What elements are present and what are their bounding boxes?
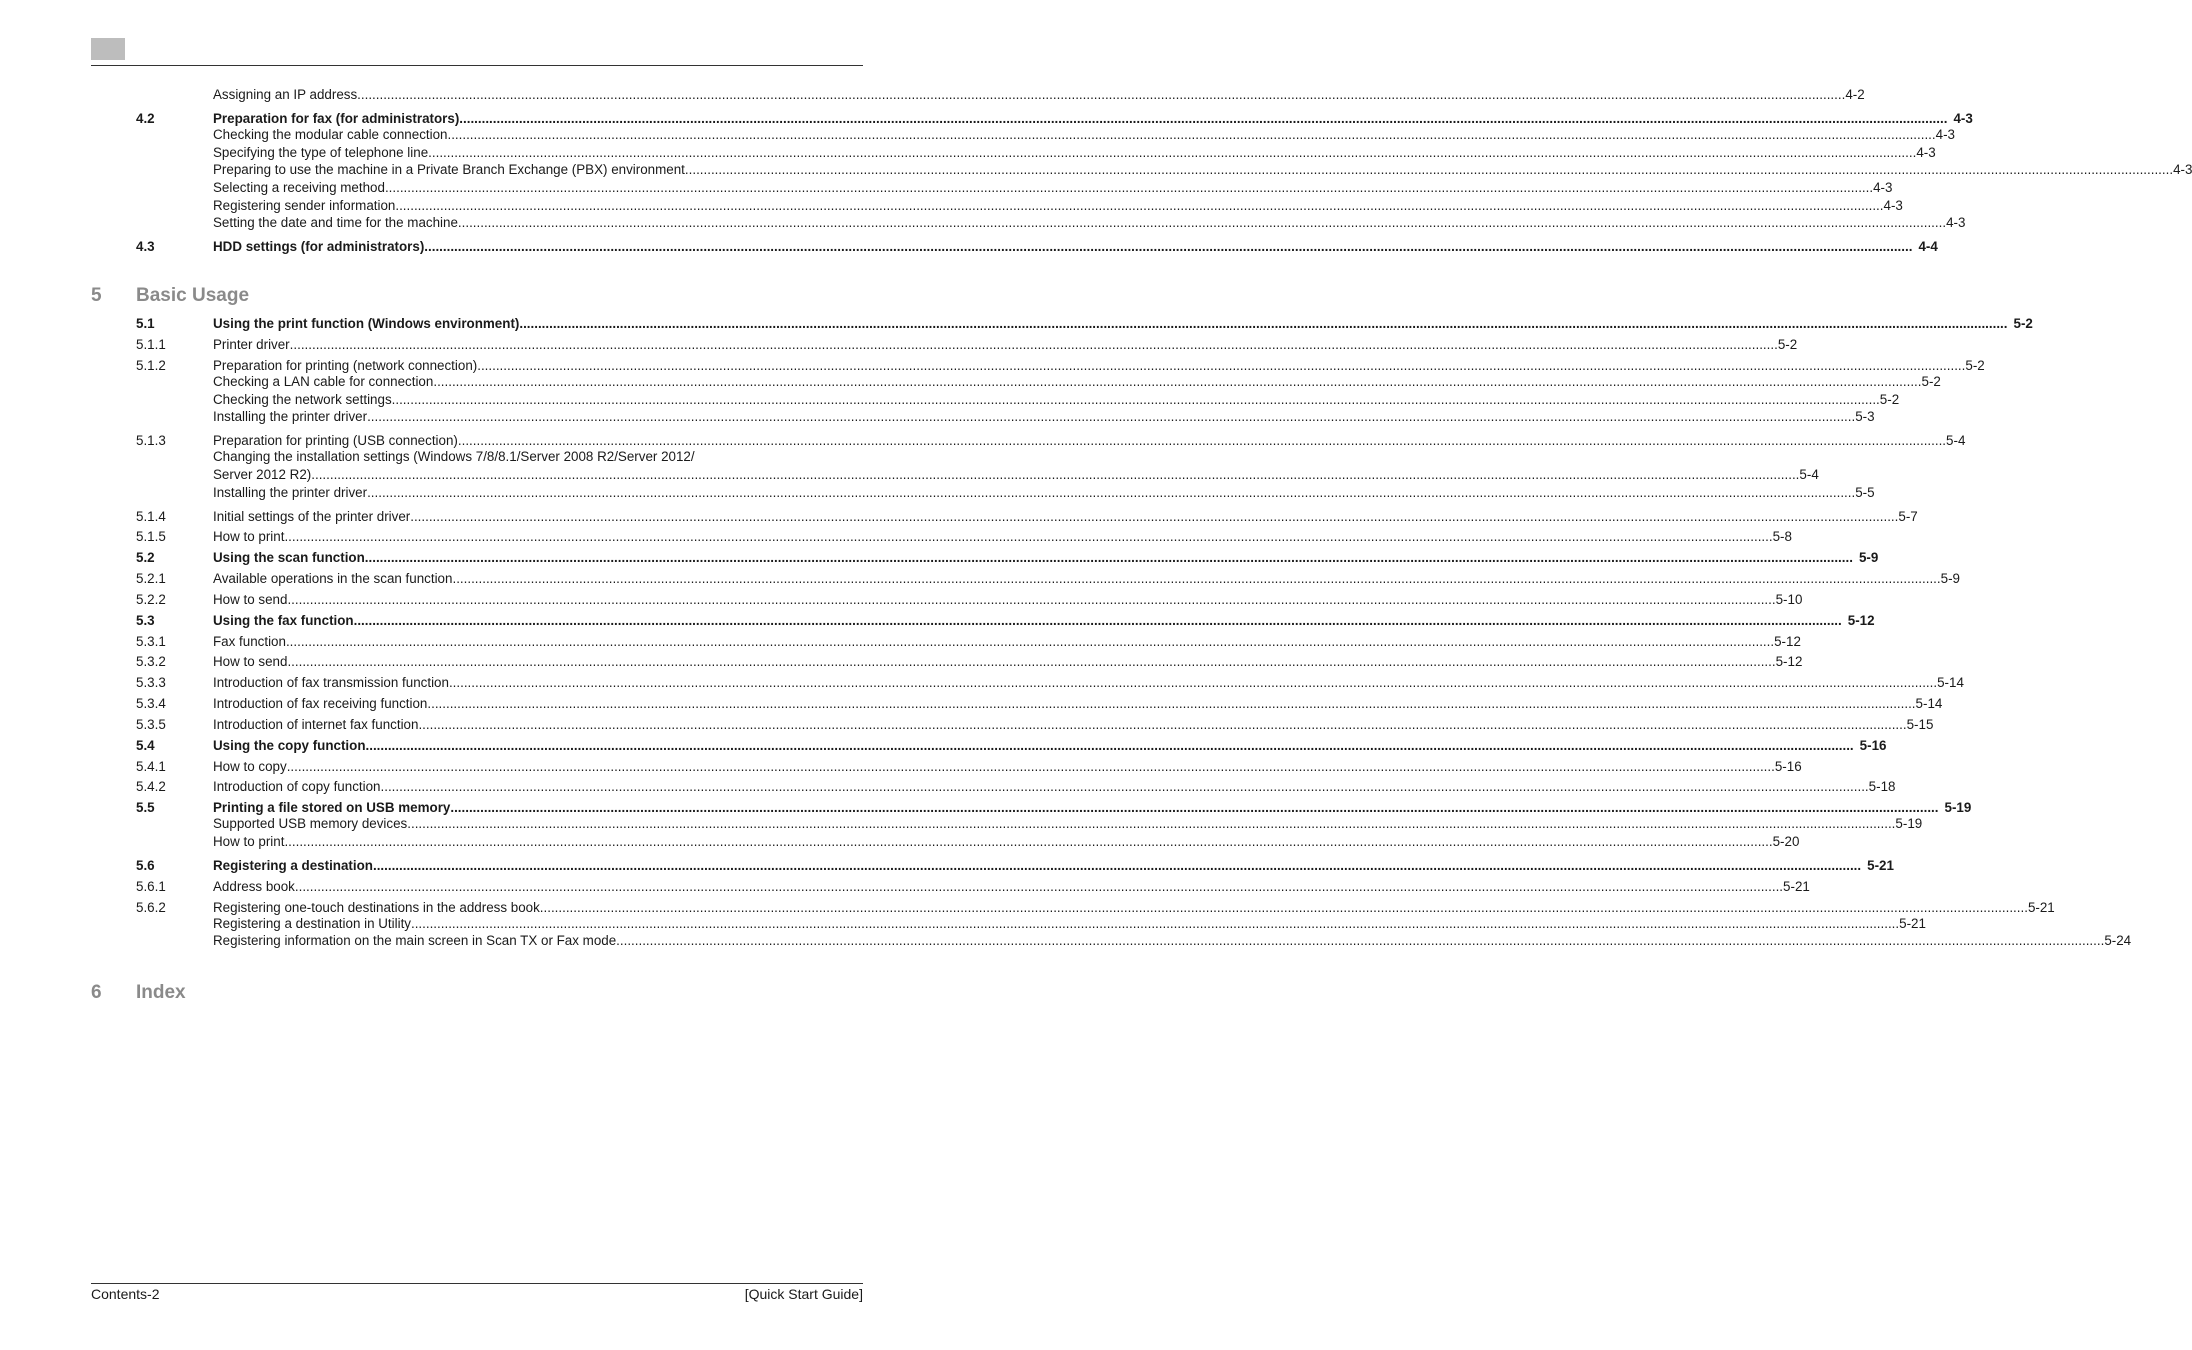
toc-entry-title: Initial settings of the printer driver bbox=[213, 509, 411, 524]
toc-entry-title: Checking the network settings bbox=[213, 392, 392, 407]
dot-leader: ................................................................................................................................................................................................................................................................................................................................................................................................................ bbox=[311, 467, 1800, 482]
toc-section-entry[interactable] bbox=[91, 857, 1894, 875]
toc-entry[interactable] bbox=[91, 373, 1941, 391]
dot-leader: ................................................................................................................................................................................................................................................................................................................................................................................................................ bbox=[395, 198, 1884, 213]
toc-section-entry[interactable] bbox=[91, 737, 1887, 755]
toc-entry-page: 5-21 bbox=[1783, 879, 1810, 894]
toc-entry-title: Introduction of fax receiving function bbox=[213, 696, 428, 711]
toc-entry-page: 4-3 bbox=[1946, 215, 1966, 230]
dot-leader: ................................................................................................................................................................................................................................................................................................................................................................................................................ bbox=[457, 215, 1947, 230]
dot-leader: ................................................................................................................................................................................................................................................................................................................................................................................................................ bbox=[384, 180, 1874, 195]
dot-leader: ................................................................................................................................................................................................................................................................................................................................................................................................................ bbox=[410, 916, 1900, 931]
toc-entry-page: 5-2 bbox=[1777, 337, 1798, 352]
dot-leader: ................................................................................................................................................................................................................................................................................................................................................................................................................ bbox=[448, 675, 1938, 690]
toc-entry[interactable] bbox=[91, 408, 1875, 426]
toc-entry[interactable] bbox=[91, 778, 1896, 796]
toc-entry[interactable] bbox=[91, 633, 1801, 651]
toc-entry-page: 5-2 bbox=[1879, 392, 1900, 407]
dot-leader: ................................................................................................................................................................................................................................................................................................................................................................................................................ bbox=[428, 145, 1917, 160]
toc-entry[interactable] bbox=[91, 653, 1803, 671]
toc-entry-title: Assigning an IP address bbox=[213, 87, 358, 102]
toc-entry-page: 5-10 bbox=[1775, 592, 1803, 607]
toc-entry-number: 5.2.2 bbox=[136, 592, 166, 607]
toc-entry-page: 5-12 bbox=[1847, 613, 1875, 628]
toc-entry-page: 5-14 bbox=[1937, 675, 1964, 690]
toc-entry-title: Using the fax function bbox=[213, 613, 354, 628]
toc-entry[interactable] bbox=[91, 214, 1966, 232]
toc-entry-number: 5.1.1 bbox=[136, 337, 166, 352]
toc-entry-page: 5-9 bbox=[1940, 571, 1960, 586]
toc-entry[interactable] bbox=[91, 144, 1936, 162]
toc-entry-page: 5-2 bbox=[2013, 316, 2033, 331]
footer-page-label: Contents-2 bbox=[91, 1286, 160, 1302]
toc-entry-page: 5-5 bbox=[1855, 485, 1875, 500]
toc-entry-title: How to send bbox=[213, 654, 288, 669]
dot-leader: ................................................................................................................................................................................................................................................................................................................................................................................................................ bbox=[380, 779, 1869, 794]
toc-entry[interactable] bbox=[91, 815, 1923, 833]
dot-leader: ................................................................................................................................................................................................................................................................................................................................................................................................................ bbox=[364, 550, 1853, 565]
toc-entry-page: 5-19 bbox=[1895, 816, 1923, 831]
toc-entry-title: Using the print function (Windows environment) bbox=[213, 316, 520, 331]
toc-entry-title: Specifying the type of telephone line bbox=[213, 145, 429, 160]
toc-section-entry[interactable] bbox=[91, 238, 1938, 256]
toc-entry-title: Using the scan function bbox=[213, 550, 365, 565]
dot-leader: ................................................................................................................................................................................................................................................................................................................................................................................................................ bbox=[519, 316, 2008, 331]
toc-entry-page: 5-12 bbox=[1775, 654, 1803, 669]
dot-leader: ................................................................................................................................................................................................................................................................................................................................................................................................................ bbox=[372, 858, 1862, 873]
toc-entry-title: How to print bbox=[213, 529, 285, 544]
dot-leader: ................................................................................................................................................................................................................................................................................................................................................................................................................ bbox=[294, 879, 1784, 894]
chapter-tab-marker bbox=[91, 38, 125, 60]
toc-entry-title: Printer driver bbox=[213, 337, 290, 352]
footer-guide-title: [Quick Start Guide] bbox=[744, 1286, 863, 1302]
toc-entry-page: 5-9 bbox=[1858, 550, 1879, 565]
toc-entry-number: 5.3.1 bbox=[136, 634, 166, 649]
dot-leader: ................................................................................................................................................................................................................................................................................................................................................................................................................ bbox=[407, 816, 1896, 831]
dot-leader: ................................................................................................................................................................................................................................................................................................................................................................................................................ bbox=[459, 111, 1948, 126]
toc-entry-title: Registering a destination in Utility bbox=[213, 916, 411, 931]
toc-entry-page: 5-2 bbox=[1921, 374, 1941, 389]
dot-leader: ................................................................................................................................................................................................................................................................................................................................................................................................................ bbox=[424, 239, 1913, 254]
toc-entry-title: Introduction of copy function bbox=[213, 779, 381, 794]
dot-leader: ................................................................................................................................................................................................................................................................................................................................................................................................................ bbox=[287, 654, 1776, 669]
toc-entry[interactable] bbox=[91, 915, 1926, 933]
toc-entry-title: Available operations in the scan function bbox=[213, 571, 453, 586]
toc-entry-number: 5.3.3 bbox=[136, 675, 166, 690]
toc-entry-number: 5.3 bbox=[136, 613, 155, 628]
dot-leader: ................................................................................................................................................................................................................................................................................................................................................................................................................ bbox=[433, 374, 1922, 389]
toc-entry-page: 5-24 bbox=[2104, 933, 2132, 948]
toc-entry-page: 5-15 bbox=[1906, 717, 1934, 732]
dot-leader: ................................................................................................................................................................................................................................................................................................................................................................................................................ bbox=[410, 509, 1899, 524]
toc-entry-page: 4-3 bbox=[2173, 162, 2192, 177]
toc-entry-title: HDD settings (for administrators) bbox=[213, 239, 425, 254]
dot-leader: ................................................................................................................................................................................................................................................................................................................................................................................................................ bbox=[684, 162, 2174, 177]
toc-entry-number: 5.3.4 bbox=[136, 696, 166, 711]
toc-section-entry[interactable] bbox=[91, 315, 2033, 333]
toc-entry-number: 5.1.2 bbox=[136, 358, 166, 373]
toc-entry-page: 4-3 bbox=[1883, 198, 1903, 213]
toc-entry-title: Registering information on the main screen in Scan TX or Fax mode bbox=[213, 933, 617, 948]
toc-entry-title: Selecting a receiving method bbox=[213, 180, 385, 195]
toc-entry-page: 4-4 bbox=[1918, 239, 1938, 254]
dot-leader: ................................................................................................................................................................................................................................................................................................................................................................................................................ bbox=[284, 529, 1773, 544]
toc-entry[interactable] bbox=[91, 197, 1903, 215]
toc-entry-page: 5-3 bbox=[1855, 409, 1875, 424]
dot-leader: ................................................................................................................................................................................................................................................................................................................................................................................................................ bbox=[427, 696, 1916, 711]
chapter-title: Basic Usage bbox=[136, 285, 250, 306]
toc-entry-title: Changing the installation settings (Windows 7/8/8.1/Server 2008 R2/Server 2012/ bbox=[213, 449, 695, 464]
dot-leader: ................................................................................................................................................................................................................................................................................................................................................................................................................ bbox=[286, 759, 1775, 774]
toc-entry-page: 5-14 bbox=[1915, 696, 1943, 711]
toc-entry-page: 4-3 bbox=[1916, 145, 1936, 160]
toc-entry-title: Registering one-touch destinations in the address book bbox=[213, 900, 540, 915]
toc-entry-page: 5-21 bbox=[1899, 916, 1926, 931]
chapter-title: Index bbox=[136, 982, 186, 1003]
toc-entry-title: Checking the modular cable connection bbox=[213, 127, 448, 142]
toc-entry-page: 5-7 bbox=[1898, 509, 1918, 524]
dot-leader: ................................................................................................................................................................................................................................................................................................................................................................................................................ bbox=[539, 900, 2028, 915]
toc-entry-title: Registering sender information bbox=[213, 198, 396, 213]
toc-entry-number: 5.6.1 bbox=[136, 879, 166, 894]
toc-entry[interactable] bbox=[91, 336, 1798, 354]
header-rule bbox=[91, 65, 863, 66]
toc-entry[interactable] bbox=[91, 448, 863, 466]
toc-entry-number: 5.1.5 bbox=[136, 529, 166, 544]
chapter-number: 6 bbox=[91, 982, 102, 1003]
dot-leader: ................................................................................................................................................................................................................................................................................................................................................................................................................ bbox=[418, 717, 1907, 732]
toc-entry-number: 5.5 bbox=[136, 800, 155, 815]
toc-section-entry[interactable] bbox=[91, 612, 1875, 630]
toc-entry-number: 5.3.2 bbox=[136, 654, 166, 669]
dot-leader: ................................................................................................................................................................................................................................................................................................................................................................................................................ bbox=[353, 613, 1842, 628]
toc-entry-page: 5-20 bbox=[1772, 834, 1800, 849]
toc-entry[interactable] bbox=[91, 466, 1819, 484]
dot-leader: ................................................................................................................................................................................................................................................................................................................................................................................................................ bbox=[287, 592, 1776, 607]
toc-entry-number: 4.3 bbox=[136, 239, 155, 254]
toc-entry-number: 5.2 bbox=[136, 550, 155, 565]
toc-entry-number: 5.6 bbox=[136, 858, 155, 873]
toc-entry-number: 5.1.3 bbox=[136, 433, 166, 448]
dot-leader: ................................................................................................................................................................................................................................................................................................................................................................................................................ bbox=[284, 834, 1773, 849]
toc-entry-title: Address book bbox=[213, 879, 295, 894]
toc-entry[interactable] bbox=[91, 695, 1943, 713]
dot-leader: ................................................................................................................................................................................................................................................................................................................................................................................................................ bbox=[367, 409, 1856, 424]
toc-entry-title: Introduction of fax transmission function bbox=[213, 675, 449, 690]
toc-entry-title: Printing a file stored on USB memory bbox=[213, 800, 451, 815]
toc-entry-title: Preparation for fax (for administrators) bbox=[213, 111, 460, 126]
toc-entry-number: 5.1 bbox=[136, 316, 155, 331]
toc-section-entry[interactable] bbox=[91, 549, 1879, 567]
toc-entry-number: 4.2 bbox=[136, 111, 155, 126]
toc-entry-page: 5-18 bbox=[1868, 779, 1896, 794]
toc-entry-title: Supported USB memory devices bbox=[213, 816, 408, 831]
dot-leader: ................................................................................................................................................................................................................................................................................................................................................................................................................ bbox=[447, 127, 1936, 142]
toc-entry-page: 5-4 bbox=[1799, 467, 1819, 482]
toc-entry-page: 5-12 bbox=[1774, 634, 1801, 649]
toc-entry-page: 5-4 bbox=[1946, 433, 1966, 448]
toc-entry-number: 5.4.2 bbox=[136, 779, 166, 794]
toc-entry[interactable] bbox=[91, 833, 1800, 851]
toc-entry[interactable] bbox=[91, 758, 1802, 776]
toc-entry-title: Registering a destination bbox=[213, 858, 373, 873]
toc-entry-number: 5.6.2 bbox=[136, 900, 166, 915]
dot-leader: ................................................................................................................................................................................................................................................................................................................................................................................................................ bbox=[289, 337, 1778, 352]
toc-entry-title: Checking a LAN cable for connection bbox=[213, 374, 434, 389]
toc-entry-page: 5-16 bbox=[1774, 759, 1802, 774]
toc-entry[interactable] bbox=[91, 932, 2132, 950]
toc-entry-page: 4-3 bbox=[1953, 111, 1973, 126]
toc-entry-title: Using the copy function bbox=[213, 738, 366, 753]
toc-entry-page: 5-21 bbox=[2027, 900, 2055, 915]
toc-entry-title: Preparation for printing (network connection) bbox=[213, 358, 478, 373]
chapter-number: 5 bbox=[91, 285, 102, 306]
dot-leader: ................................................................................................................................................................................................................................................................................................................................................................................................................ bbox=[285, 634, 1775, 649]
toc-entry-page: 5-8 bbox=[1772, 529, 1792, 544]
dot-leader: ................................................................................................................................................................................................................................................................................................................................................................................................................ bbox=[457, 433, 1947, 448]
dot-leader: ................................................................................................................................................................................................................................................................................................................................................................................................................ bbox=[357, 87, 1846, 102]
toc-entry[interactable] bbox=[91, 161, 2192, 179]
toc-entry[interactable] bbox=[91, 716, 1934, 734]
toc-entry[interactable] bbox=[91, 179, 1893, 197]
toc-entry-title: Preparation for printing (USB connection) bbox=[213, 433, 458, 448]
toc-entry-title: Server 2012 R2) bbox=[213, 467, 312, 482]
toc-entry-title: How to send bbox=[213, 592, 288, 607]
dot-leader: ................................................................................................................................................................................................................................................................................................................................................................................................................ bbox=[367, 485, 1856, 500]
dot-leader: ................................................................................................................................................................................................................................................................................................................................................................................................................ bbox=[391, 392, 1880, 407]
toc-entry-number: 5.2.1 bbox=[136, 571, 166, 586]
toc-entry-number: 5.4 bbox=[136, 738, 155, 753]
toc-entry-page: 5-19 bbox=[1944, 800, 1972, 815]
toc-entry-page: 5-16 bbox=[1859, 738, 1887, 753]
toc-entry-page: 4-3 bbox=[1935, 127, 1955, 142]
toc-entry-page: 4-2 bbox=[1845, 87, 1865, 102]
toc-entry[interactable] bbox=[91, 126, 1955, 144]
toc-entry[interactable] bbox=[91, 508, 1918, 526]
toc-entry[interactable] bbox=[91, 570, 1960, 588]
toc-entry[interactable] bbox=[91, 86, 1865, 104]
toc-entry-title: Introduction of internet fax function bbox=[213, 717, 419, 732]
toc-entry[interactable] bbox=[91, 528, 1792, 546]
toc-entry-title: How to print bbox=[213, 834, 285, 849]
toc-entry-number: 5.1.4 bbox=[136, 509, 166, 524]
toc-entry-title: Fax function bbox=[213, 634, 286, 649]
toc-entry[interactable] bbox=[91, 674, 1964, 692]
toc-entry-title: How to copy bbox=[213, 759, 287, 774]
toc-entry-number: 5.3.5 bbox=[136, 717, 166, 732]
dot-leader: ................................................................................................................................................................................................................................................................................................................................................................................................................ bbox=[365, 738, 1854, 753]
toc-entry-page: 5-21 bbox=[1867, 858, 1894, 873]
toc-entry-number: 5.4.1 bbox=[136, 759, 166, 774]
dot-leader: ................................................................................................................................................................................................................................................................................................................................................................................................................ bbox=[477, 358, 1966, 373]
toc-entry[interactable] bbox=[91, 591, 1803, 609]
toc-entry[interactable] bbox=[91, 484, 1875, 502]
toc-entry-title: Preparing to use the machine in a Private Branch Exchange (PBX) environment bbox=[213, 162, 685, 177]
footer-rule bbox=[91, 1283, 863, 1284]
toc-entry[interactable] bbox=[91, 878, 1810, 896]
toc-entry-title: Setting the date and time for the machine bbox=[213, 215, 458, 230]
toc-entry[interactable] bbox=[91, 391, 1900, 409]
toc-entry-title: Installing the printer driver bbox=[213, 409, 368, 424]
dot-leader: ................................................................................................................................................................................................................................................................................................................................................................................................................ bbox=[452, 571, 1941, 586]
toc-entry-page: 5-2 bbox=[1965, 358, 1985, 373]
toc-entry-page: 4-3 bbox=[1873, 180, 1893, 195]
dot-leader: ................................................................................................................................................................................................................................................................................................................................................................................................................ bbox=[450, 800, 1939, 815]
toc-entry-title: Installing the printer driver bbox=[213, 485, 368, 500]
dot-leader: ................................................................................................................................................................................................................................................................................................................................................................................................................ bbox=[616, 933, 2105, 948]
